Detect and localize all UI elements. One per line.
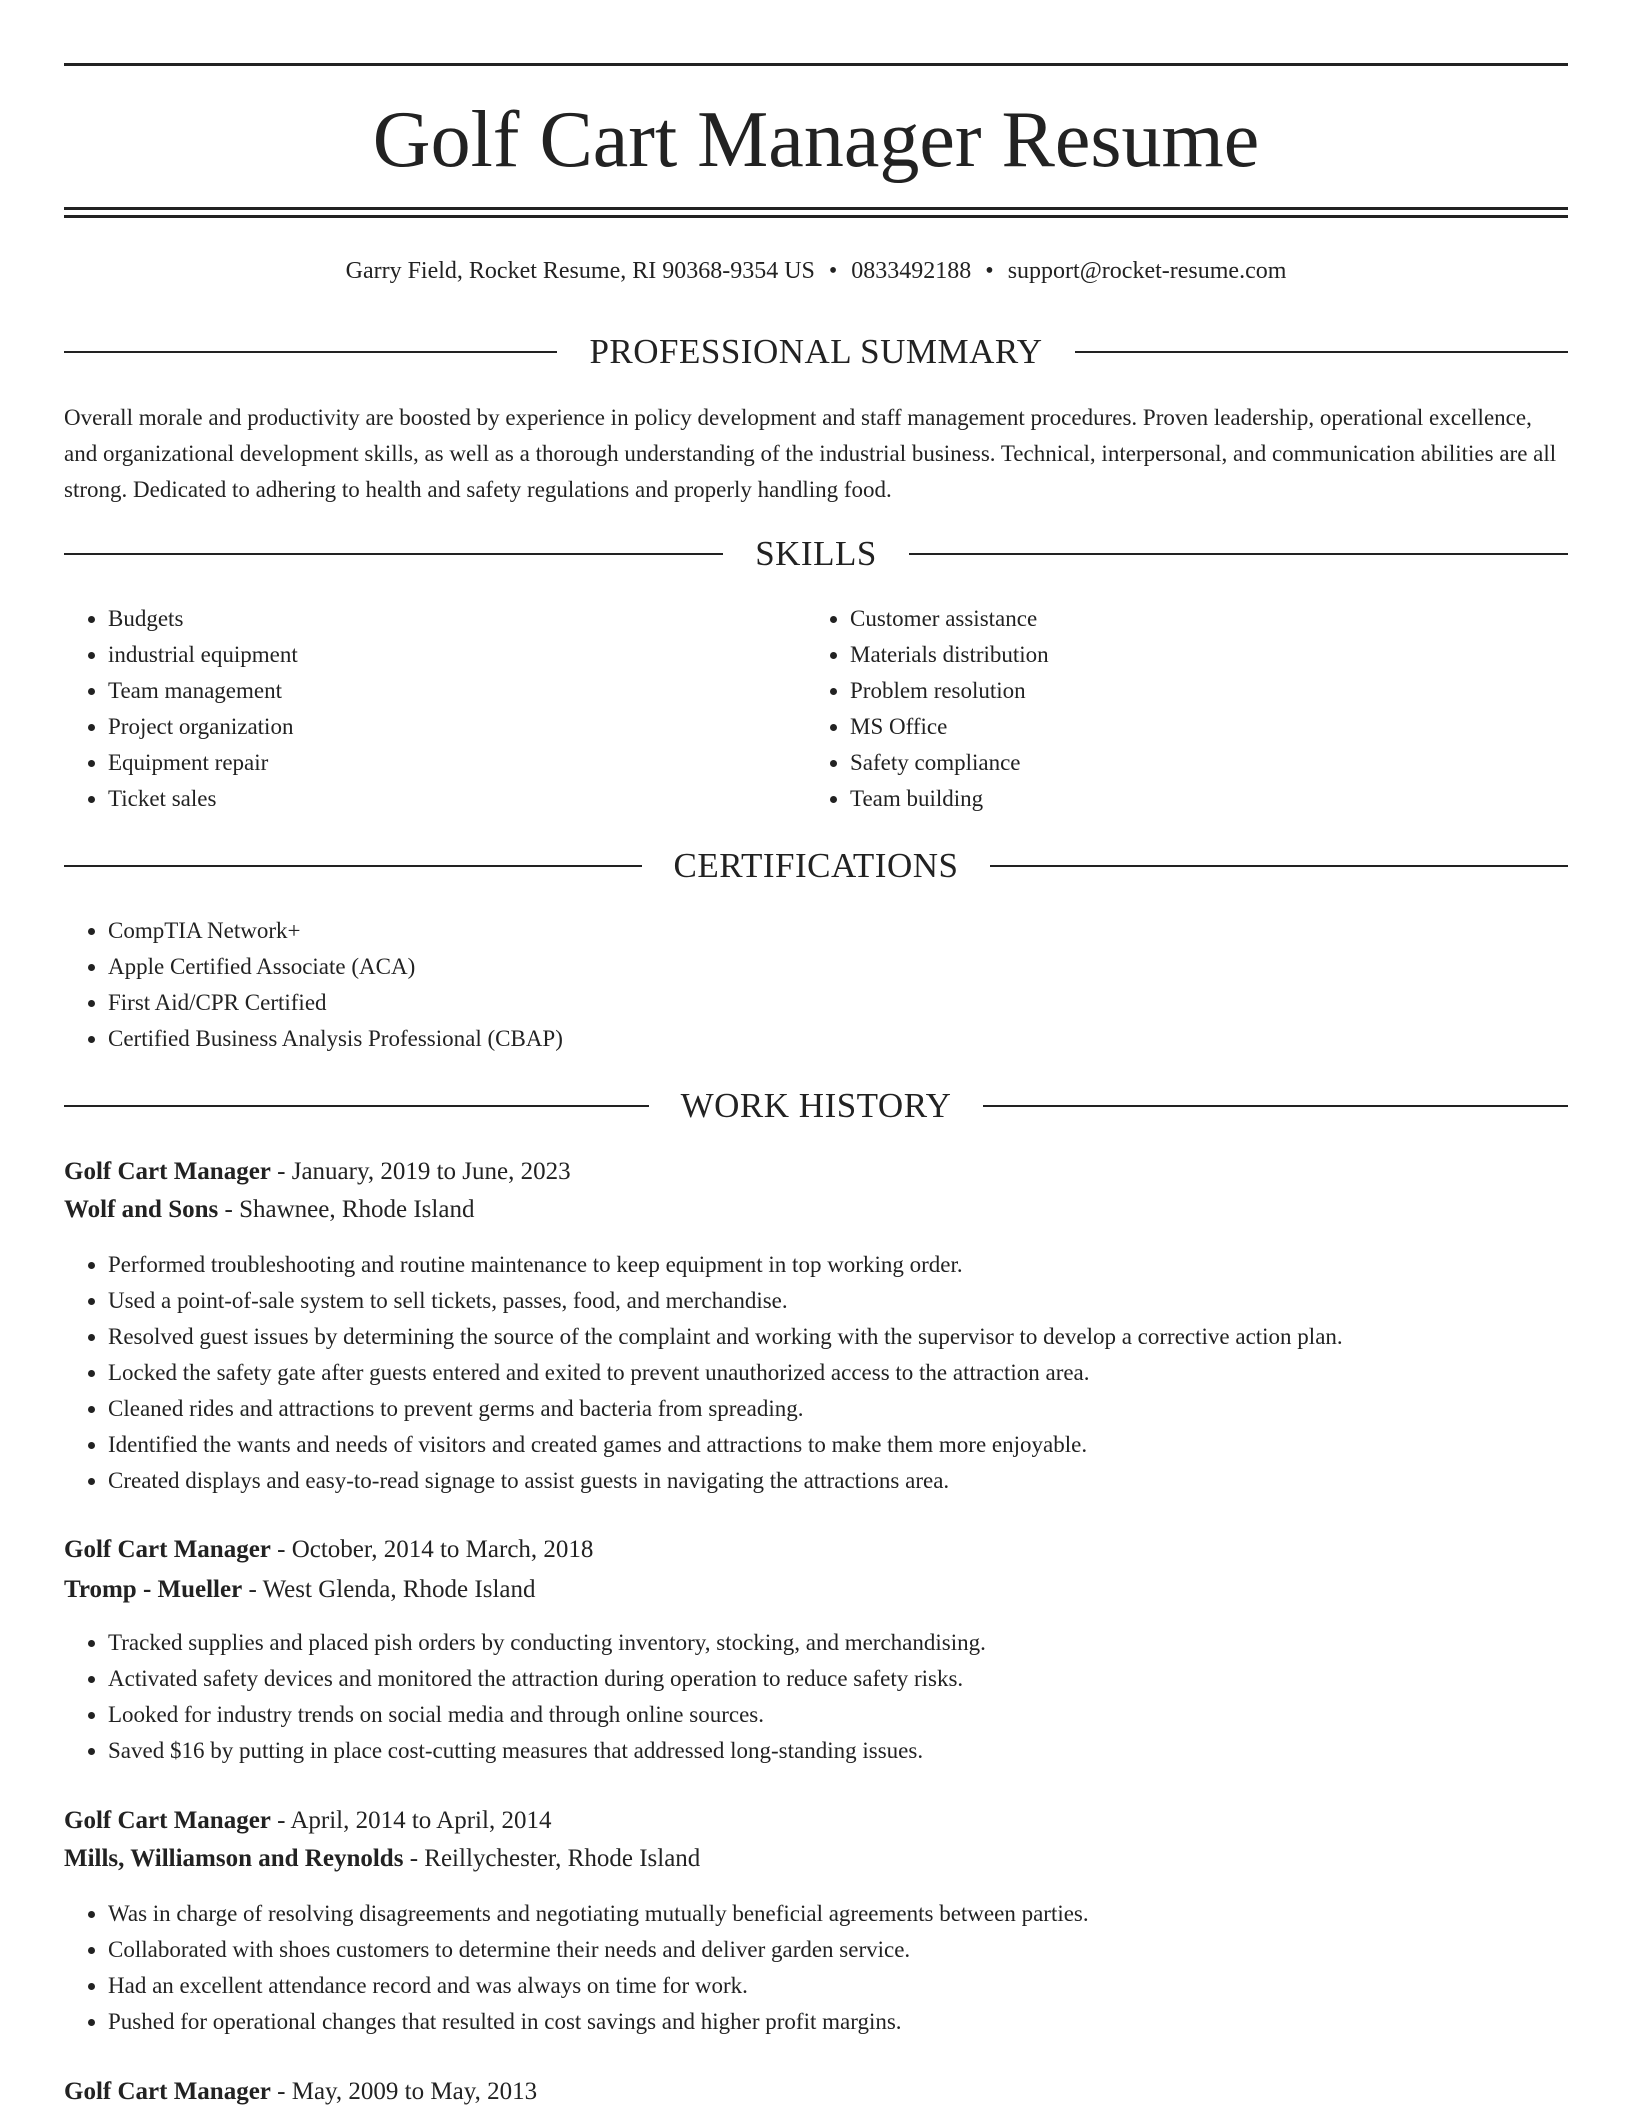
job-bullets <box>64 1896 1568 2040</box>
resume-title: Golf Cart Manager Resume <box>372 96 1260 184</box>
list-item: • Locked the safety gate after guests entered and exited to prevent unauthorized access to the attraction area. <box>108 1355 1568 1391</box>
section-rule <box>909 553 1568 555</box>
job-dates: - October, 2014 to March, 2018 <box>270 1536 594 1563</box>
job-dates: - January, 2019 to June, 2023 <box>270 1158 571 1185</box>
job-employer <box>64 1192 1568 1228</box>
section-rule <box>64 351 557 353</box>
job-employer <box>64 1572 1568 1608</box>
list-item: • Budgets <box>108 601 808 637</box>
list-item: • Safety compliance <box>850 745 1550 781</box>
list-item: • Tracked supplies and placed pish orders by conducting inventory, stocking, and merchandising. <box>108 1625 1568 1661</box>
section-rule <box>990 865 1568 867</box>
section-rule <box>1075 351 1568 353</box>
list-item: • Ticket sales <box>108 781 808 817</box>
list-item: • Cleaned rides and attractions to prevent germs and bacteria from spreading. <box>108 1391 1568 1427</box>
list-item: • Used a point-of-sale system to sell tickets, passes, food, and merchandise. <box>108 1283 1568 1319</box>
list-item: • Certified Business Analysis Professional (CBAP) <box>108 1021 1568 1057</box>
job-bullets <box>64 1625 1568 1769</box>
list-item: • Had an excellent attendance record and was always on time for work. <box>108 1968 1568 2004</box>
list-item: • Saved $16 by putting in place cost-cutting measures that addressed long-standing issues. <box>108 1733 1568 1769</box>
list-item: • Activated safety devices and monitored the attraction during operation to reduce safety risks. <box>108 1661 1568 1697</box>
section-title: SKILLS <box>755 534 877 573</box>
list-item: • Resolved guest issues by determining the source of the complaint and working with the supervisor to develop a corrective action plan. <box>108 1319 1568 1355</box>
job-bullets <box>64 1247 1568 1499</box>
company-location: - West Glenda, Rhode Island <box>242 1576 536 1603</box>
list-item: • industrial equipment <box>108 637 808 673</box>
job-title: Golf Cart Manager <box>64 2078 271 2105</box>
certifications-list <box>64 913 1568 1057</box>
list-item: • Problem resolution <box>850 673 1550 709</box>
list-item: • Looked for industry trends on social media and through online sources. <box>108 1697 1568 1733</box>
top-rule <box>64 63 1568 66</box>
job-dates: - April, 2014 to April, 2014 <box>270 1807 552 1834</box>
section-header-work-history <box>64 1084 1568 1128</box>
list-item: • Project organization <box>108 709 808 745</box>
list-item: • MS Office <box>850 709 1550 745</box>
list-item: • Pushed for operational changes that resulted in cost savings and higher profit margins. <box>108 2004 1568 2040</box>
list-item: • Identified the wants and needs of visitors and created games and attractions to make them more enjoyable. <box>108 1427 1568 1463</box>
job-dates: - May, 2009 to May, 2013 <box>270 2078 538 2105</box>
list-item: • Created displays and easy-to-read signage to assist guests in navigating the attractions area. <box>108 1463 1568 1499</box>
section-header-skills <box>64 532 1568 576</box>
job-employer <box>64 1841 1568 1877</box>
section-rule <box>983 1105 1568 1107</box>
job-heading <box>64 2074 1568 2110</box>
contact-separator: • <box>985 258 994 284</box>
skills-list-left <box>64 601 808 817</box>
contact-separator: • <box>828 258 838 284</box>
contact-address: Garry Field, Rocket Resume, RI 90368-9354 US <box>345 258 815 284</box>
section-header-summary <box>64 330 1568 374</box>
job-heading <box>64 1154 1568 1190</box>
company-name: Wolf and Sons <box>64 1196 219 1223</box>
company-location: - Reillychester, Rhode Island <box>403 1845 701 1872</box>
list-item: • Materials distribution <box>850 637 1550 673</box>
title-double-rule <box>64 207 1568 218</box>
section-rule <box>64 865 642 867</box>
resume-page <box>64 0 1568 2112</box>
job-heading <box>64 1803 1568 1839</box>
list-item: • Performed troubleshooting and routine maintenance to keep equipment in top working order. <box>108 1247 1568 1283</box>
company-location: - Shawnee, Rhode Island <box>218 1196 475 1223</box>
list-item: • CompTIA Network+ <box>108 913 1568 949</box>
summary-paragraph: Overall morale and productivity are boosted by experience in policy development and staff management procedures. Proven leadership, operational excellence, and organizational development skills, as well as a thorough understanding of the industrial business. Technical, interpersonal, and communication abilities are all strong. Dedicated to adhering to health and safety regulations and properly handling food. <box>64 405 1557 502</box>
section-title: WORK HISTORY <box>680 1086 952 1125</box>
company-name: Mills, Williamson and Reynolds <box>64 1845 404 1872</box>
list-item: • Team management <box>108 673 808 709</box>
list-item: • Equipment repair <box>108 745 808 781</box>
contact-line <box>64 254 1568 288</box>
skills-list-right <box>806 601 1550 817</box>
list-item: • Was in charge of resolving disagreements and negotiating mutually beneficial agreements between parties. <box>108 1896 1568 1932</box>
list-item: • Team building <box>850 781 1550 817</box>
section-rule <box>64 553 723 555</box>
contact-phone: 0833492188 <box>851 258 972 284</box>
job-title: Golf Cart Manager <box>64 1536 271 1563</box>
section-title: CERTIFICATIONS <box>673 846 959 885</box>
contact-email: support@rocket-resume.com <box>1007 258 1287 284</box>
job-heading <box>64 1532 1568 1568</box>
list-item: • Apple Certified Associate (ACA) <box>108 949 1568 985</box>
job-title: Golf Cart Manager <box>64 1807 271 1834</box>
section-title: PROFESSIONAL SUMMARY <box>589 332 1043 371</box>
section-header-certifications <box>64 844 1568 888</box>
list-item: • Customer assistance <box>850 601 1550 637</box>
list-item: • First Aid/CPR Certified <box>108 985 1568 1021</box>
list-item: • Collaborated with shoes customers to determine their needs and deliver garden service. <box>108 1932 1568 1968</box>
job-title: Golf Cart Manager <box>64 1158 271 1185</box>
section-rule <box>64 1105 649 1107</box>
company-name: Tromp - Mueller <box>64 1576 243 1603</box>
